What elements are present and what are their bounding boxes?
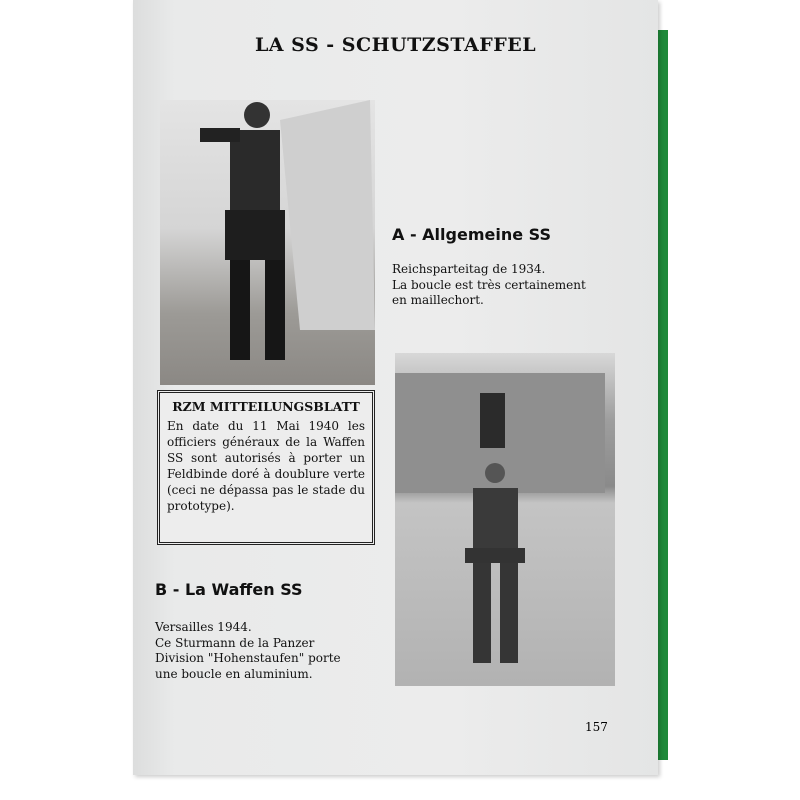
section-b-line: Division "Hohenstaufen" porte [155,651,341,665]
section-a-line: en maillechort. [392,293,484,307]
versailles-figure [395,353,615,686]
rzm-info-box [157,390,375,545]
photo-allgemeine-ss-bugler [160,100,375,385]
section-a-line: La boucle est très certainement [392,277,586,292]
section-b-line: Versailles 1944. [155,620,252,634]
page-number: 157 [585,720,608,734]
section-a-heading: A - Allgemeine SS [392,225,551,244]
section-a-line: Reichsparteitag de 1934. [392,262,546,276]
section-b-line: Ce Sturmann de la Panzer [155,635,315,650]
page-title: LA SS - SCHUTZSTAFFEL [254,34,537,56]
section-b-heading: B - La Waffen SS [155,580,303,599]
photo-waffen-ss-versailles [395,353,615,686]
section-b-line: une boucle en aluminium. [155,666,313,681]
box-text: En date du 11 Mai 1940 les officiers généraux de la Waffen SS sont autorisés à porter un Feldbinde doré à doublure verte (ceci ne dépassa pas le stade du prototype). [167,419,365,513]
bugler-figure [160,100,375,385]
book-page [133,0,658,775]
box-heading: RZM MITTEILUNGSBLATT [172,399,360,414]
